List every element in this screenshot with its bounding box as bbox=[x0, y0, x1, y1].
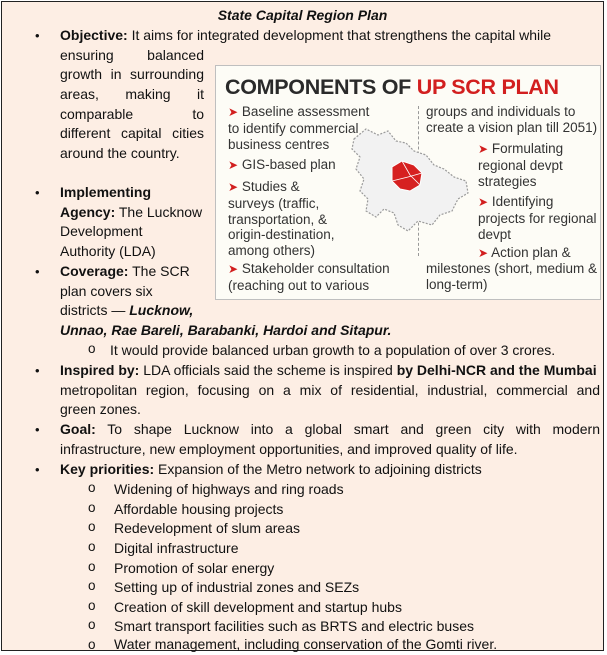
sub-bullet: o bbox=[88, 598, 96, 613]
sub-bullet: o bbox=[88, 480, 96, 495]
goal-line: infrastructure, new employment opportunities, and improved quality of life. bbox=[60, 441, 518, 457]
coverage-sub: It would provide balanced urban growth to a population of over 3 crores. bbox=[110, 342, 556, 358]
document-frame bbox=[1, 1, 604, 651]
bullet-goal: • bbox=[35, 422, 40, 437]
component-gis: ➤ GIS-based plan bbox=[228, 157, 336, 172]
goal-line: Goal: To shape Lucknow into a global smart and green city with modern bbox=[60, 421, 600, 437]
component-stakeholder: ➤ Stakeholder consultation (reaching out to various bbox=[228, 261, 390, 293]
bullet-inspired: • bbox=[35, 363, 40, 378]
document-title: State Capital Region Plan bbox=[217, 7, 388, 23]
sub-bullet: o bbox=[88, 617, 96, 632]
implementing-line: Authority (LDA) bbox=[60, 243, 156, 259]
bullet-coverage: • bbox=[35, 264, 40, 279]
arrow-icon: ➤ bbox=[228, 105, 239, 119]
arrow-icon: ➤ bbox=[228, 180, 239, 194]
coverage-line: plan covers six bbox=[60, 283, 153, 299]
objective-line: different capital cities bbox=[60, 125, 204, 141]
inspired-line: green zones. bbox=[60, 401, 141, 417]
bullet-implementing: • bbox=[35, 185, 40, 200]
component-studies: ➤ Studies & surveys (traffic, transportation, & origin-destination, among others) bbox=[228, 179, 335, 259]
objective-line: comparable to bbox=[60, 106, 204, 122]
bullet-objective: • bbox=[35, 28, 40, 43]
coverage-districts: Unnao, Rae Bareli, Barabanki, Hardoi and Sitapur. bbox=[60, 322, 392, 338]
component-strategies: ➤ Formulating regional devpt strategies bbox=[478, 141, 564, 189]
arrow-icon: ➤ bbox=[478, 195, 489, 209]
priority-item: Water management, including conservation of the Gomti river. bbox=[114, 636, 498, 652]
priority-item: Digital infrastructure bbox=[114, 540, 239, 556]
component-projects: ➤ Identifying projects for regional devpt bbox=[478, 194, 597, 242]
priority-item: Setting up of industrial zones and SEZs bbox=[114, 579, 360, 595]
sub-bullet: o bbox=[88, 637, 96, 652]
component-vision-plan: groups and individuals to create a vision plan till 2051) bbox=[426, 104, 598, 135]
sub-bullet: o bbox=[88, 519, 96, 534]
component-action-plan: ➤ Action plan & bbox=[478, 245, 571, 260]
priority-item: Promotion of solar energy bbox=[114, 560, 275, 576]
objective-line: around the country. bbox=[60, 145, 180, 161]
arrow-icon: ➤ bbox=[228, 262, 239, 276]
coverage-line: Coverage: The SCR bbox=[60, 263, 190, 279]
implementing-line: Development bbox=[60, 223, 143, 239]
sub-bullet: o bbox=[88, 341, 96, 356]
priority-item: Widening of highways and ring roads bbox=[114, 481, 344, 497]
arrow-icon: ➤ bbox=[478, 246, 489, 260]
arrow-icon: ➤ bbox=[478, 142, 489, 156]
sub-bullet: o bbox=[88, 578, 96, 593]
arrow-icon: ➤ bbox=[228, 158, 239, 172]
scr-components-infographic bbox=[215, 65, 601, 300]
component-milestones: milestones (short, medium & long-term) bbox=[426, 261, 598, 292]
bullet-priorities: • bbox=[35, 462, 40, 477]
priority-item: Smart transport facilities such as BRTS and electric buses bbox=[114, 618, 475, 634]
objective-first-line: Objective: It aims for integrated development that strengthens the capital while bbox=[60, 27, 552, 43]
implementing-label: Implementing bbox=[60, 184, 152, 200]
priorities-line: Key priorities: Expansion of the Metro network to adjoining districts bbox=[60, 461, 482, 477]
inspired-line: Inspired by: LDA officials said the scheme is inspired by Delhi-NCR and the Mumbai bbox=[60, 362, 597, 378]
inspired-line: metropolitan region, focusing on a mix of residential, industrial, commercial and bbox=[60, 382, 600, 398]
priority-item: Creation of skill development and startup hubs bbox=[114, 599, 402, 615]
sub-bullet: o bbox=[88, 559, 96, 574]
objective-line: ensuring balanced bbox=[60, 47, 204, 63]
priority-item: Redevelopment of slum areas bbox=[114, 520, 300, 536]
infographic-title: COMPONENTS OF UP SCR PLAN bbox=[225, 75, 559, 99]
sub-bullet: o bbox=[88, 500, 96, 515]
priority-item: Affordable housing projects bbox=[114, 501, 284, 517]
objective-line: growth in surrounding bbox=[60, 66, 204, 82]
objective-line: areas, making it bbox=[60, 86, 204, 102]
implementing-agency: Agency: The Lucknow bbox=[60, 204, 203, 220]
component-baseline: ➤ Baseline assessment to identify commercial business centres bbox=[228, 104, 370, 152]
sub-bullet: o bbox=[88, 539, 96, 554]
coverage-line: districts — Lucknow, bbox=[60, 302, 194, 318]
